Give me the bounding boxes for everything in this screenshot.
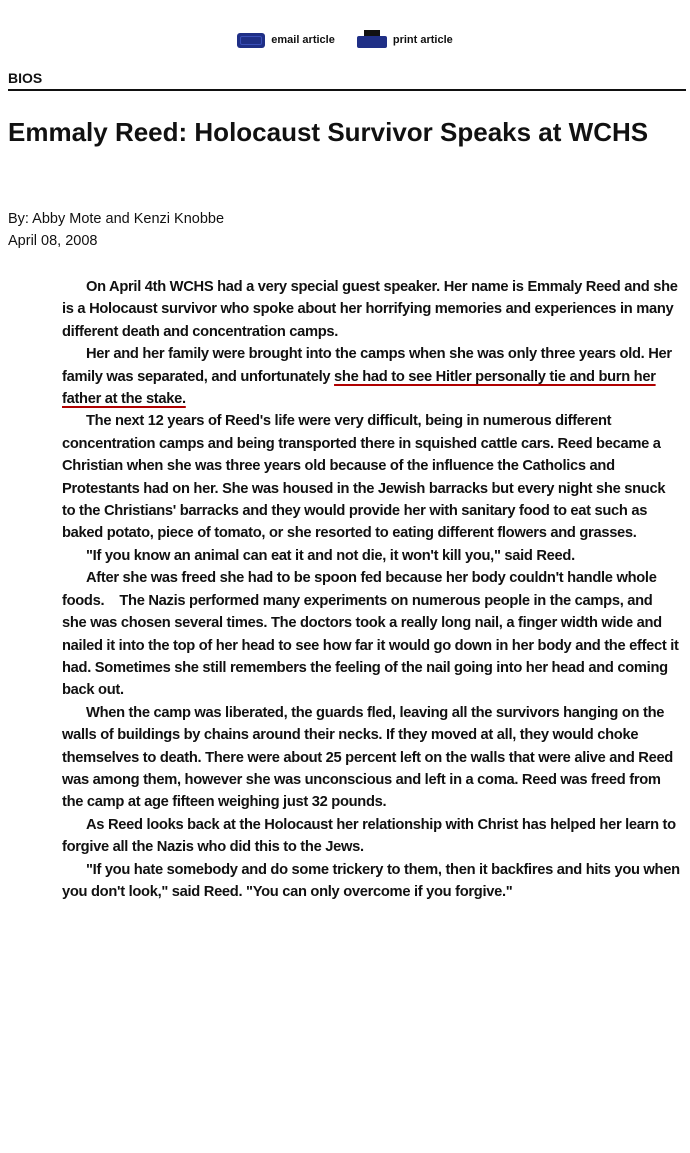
article-paragraph-8: "If you hate somebody and do some trickery to them, then it backfires and hits you when you don't look," said Reed. "You can only overcome if you forgive." xyxy=(62,861,680,900)
article-paragraph-2 xyxy=(62,343,680,410)
envelope-icon xyxy=(237,33,265,48)
printer-icon xyxy=(357,30,387,50)
article-body xyxy=(62,276,683,903)
underlined-quote: she had to see Hitler personally tie and burn her father at the stake. xyxy=(62,368,656,408)
article-meta xyxy=(8,208,224,252)
article-paragraph-5: After she was freed she had to be spoon fed because her body couldn't handle whole foods. The Nazis performed many experiments on numerous people in the camps, and she was chosen several times. The doctors took a really long nail, a finger width wide and nailed it into the top of her head to see how far it would go down in her body and the effect it had. Sometimes she still remembers the feeling of the nail going into her head and coming back out. xyxy=(62,570,683,699)
article-title: Emmaly Reed: Holocaust Survivor Speaks at WCHS xyxy=(8,117,649,147)
paragraph-2-text: Her and her family were brought into the camps when she was only three years old. Her family was separated, and unfortunately xyxy=(62,346,672,385)
email-article-label: email article xyxy=(271,34,335,46)
print-article-link[interactable] xyxy=(357,30,453,50)
article-toolbar xyxy=(0,28,690,52)
section-label: BIOS xyxy=(8,70,686,91)
article-paragraph-3: The next 12 years of Reed's life were very difficult, being in numerous different concentration camps and being transported there in squished cattle cars. Reed became a Christian when she was three years old because of the influence the Catholics and Protestants had on her. She was housed in the Jewish barracks but every night she snuck to the Christians' barracks and they would provide her with sanitary food to eat such as baked potato, piece of tomato, or she resorted to eating different flowers and grasses. xyxy=(62,413,666,542)
article-paragraph-7: As Reed looks back at the Holocaust her relationship with Christ has helped her learn to forgive all the Nazis who did this to the Jews. xyxy=(62,816,676,856)
article-date: April 08, 2008 xyxy=(8,233,98,249)
email-article-link[interactable] xyxy=(237,33,335,48)
print-article-label: print article xyxy=(392,34,453,46)
article-byline: By: Abby Mote and Kenzi Knobbe xyxy=(8,211,225,227)
article-paragraph-4: "If you know an animal can eat it and not die, it won't kill you," said Reed. xyxy=(86,547,575,564)
article-paragraph-1: On April 4th WCHS had a very special guest speaker. Her name is Emmaly Reed and she is a Holocaust survivor who spoke about her horrifying memories and experiences in many different death and concentration camps. xyxy=(62,279,678,340)
article-paragraph-6: When the camp was liberated, the guards fled, leaving all the survivors hanging on the walls of buildings by chains around their necks. If they moved at all, they would choke themselves to death. There were about 25 percent left on the walls that were alive and Reed was among them, however she was unconscious and left in a coma. Reed was freed from the camp at age fifteen weighing just 32 pounds. xyxy=(62,704,673,811)
